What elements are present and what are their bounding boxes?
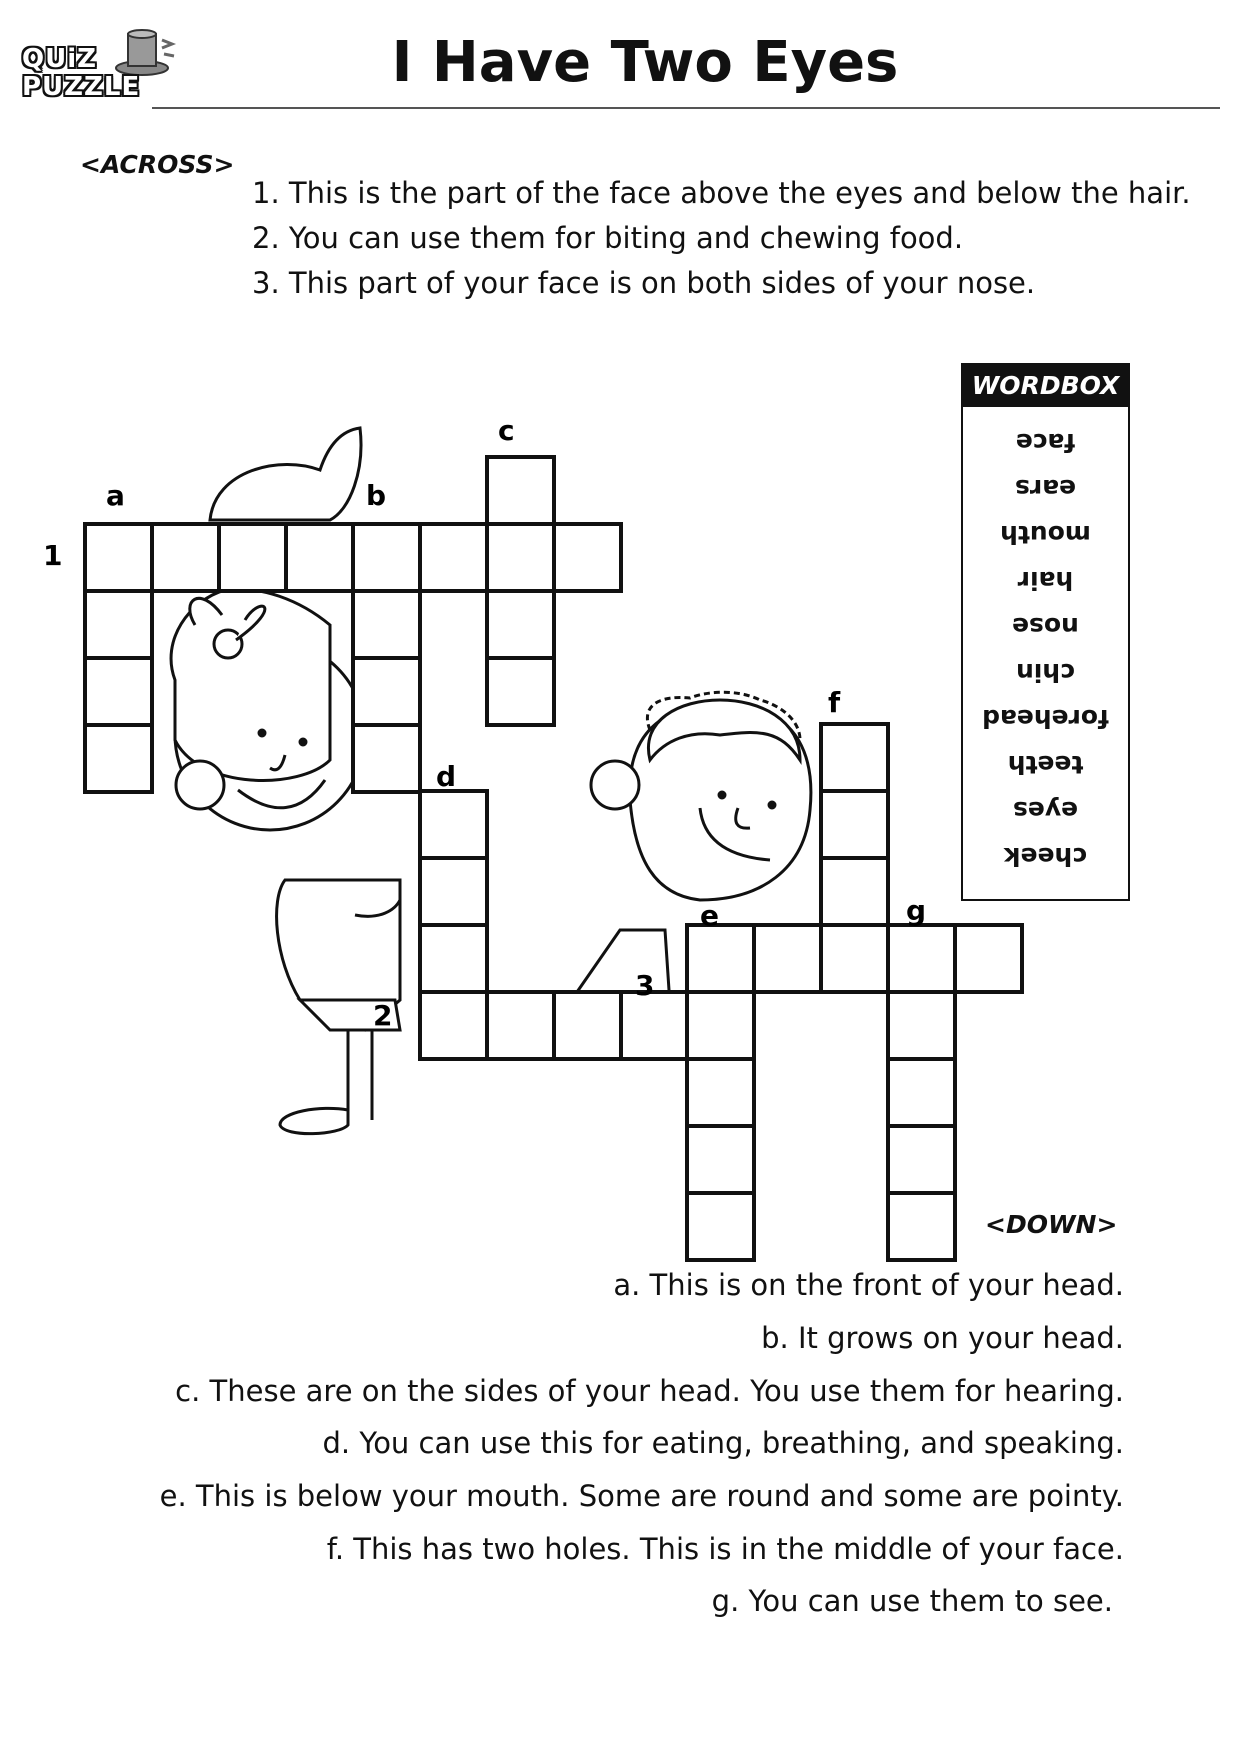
crossword-cell[interactable] — [487, 524, 554, 591]
crossword-cell[interactable] — [888, 1126, 955, 1193]
logo-word-puzzle: PUZZLE — [22, 72, 141, 102]
crossword-cell[interactable] — [487, 658, 554, 725]
crossword-cell[interactable] — [420, 925, 487, 992]
crossword-cell[interactable] — [888, 1193, 955, 1260]
down-clue-d: d. You can use this for eating, breathing, and speaking. — [322, 1426, 1124, 1460]
crossword-cell[interactable] — [554, 992, 621, 1059]
crossword-cell[interactable] — [888, 925, 955, 992]
crossword-cell[interactable] — [821, 925, 888, 992]
wordbox-word: mouth — [1000, 520, 1091, 549]
crossword-cell[interactable] — [420, 858, 487, 925]
wordbox — [961, 363, 1130, 901]
wordbox-word: teeth — [1007, 750, 1084, 779]
crossword-cell[interactable] — [487, 457, 554, 524]
wordbox-word: hair — [1017, 566, 1074, 595]
crossword-cell[interactable] — [353, 725, 420, 792]
crossword-cell[interactable] — [687, 1059, 754, 1126]
down-letter-b: b — [366, 479, 387, 512]
down-letter-e: e — [700, 899, 719, 932]
wordbox-word: forehead — [982, 704, 1109, 733]
across-clue-2: 2. You can use them for biting and chewing food. — [252, 221, 964, 255]
wordbox-word: chin — [1016, 658, 1075, 687]
crossword-cell[interactable] — [687, 925, 754, 992]
across-clue-1: 1. This is the part of the face above the eyes and below the hair. — [252, 176, 1191, 210]
down-clue-b: b. It grows on your head. — [761, 1321, 1124, 1355]
crossword-cell[interactable] — [353, 658, 420, 725]
crossword-cell[interactable] — [353, 591, 420, 658]
across-heading: <ACROSS> — [80, 150, 235, 179]
crossword-cell[interactable] — [955, 925, 1022, 992]
page-title: I Have Two Eyes — [391, 30, 899, 95]
down-clue-g: g. You can use them to see. — [711, 1584, 1113, 1618]
crossword-cell[interactable] — [85, 725, 152, 792]
crossword-grid — [85, 457, 1022, 1260]
wordbox-title: WORDBOX — [963, 365, 1128, 407]
crossword-cell[interactable] — [621, 992, 688, 1059]
crossword-cell[interactable] — [821, 791, 888, 858]
crossword-cell[interactable] — [420, 992, 487, 1059]
down-clue-e: e. This is below your mouth. Some are round and some are pointy. — [159, 1479, 1124, 1513]
across-number-2: 2 — [373, 999, 393, 1032]
crossword-cell[interactable] — [286, 524, 353, 591]
down-heading: <DOWN> — [985, 1210, 1118, 1239]
down-letter-a: a — [106, 479, 125, 512]
crossword-cell[interactable] — [487, 992, 554, 1059]
crossword-cell[interactable] — [85, 658, 152, 725]
crossword-cell[interactable] — [888, 992, 955, 1059]
crossword-cell[interactable] — [888, 1059, 955, 1126]
crossword-cell[interactable] — [85, 524, 152, 591]
wordbox-word: eyes — [1012, 796, 1079, 825]
wordbox-word: nose — [1012, 612, 1079, 641]
down-letter-c: c — [498, 414, 515, 447]
wordbox-word: ears — [1014, 474, 1077, 503]
wordbox-list — [963, 407, 1128, 879]
crossword-cell[interactable] — [420, 524, 487, 591]
crossword-cell[interactable] — [821, 858, 888, 925]
crossword-cell[interactable] — [219, 524, 286, 591]
down-clue-c: c. These are on the sides of your head. You use them for hearing. — [175, 1374, 1124, 1408]
crossword-cell[interactable] — [687, 992, 754, 1059]
logo-word-quiz: QUiZ — [22, 44, 97, 74]
crossword-cell[interactable] — [754, 925, 821, 992]
crossword-cell[interactable] — [353, 524, 420, 591]
crossword-cell[interactable] — [487, 591, 554, 658]
crossword-cell[interactable] — [687, 1126, 754, 1193]
crossword-cell[interactable] — [420, 791, 487, 858]
across-number-3: 3 — [635, 969, 655, 1002]
crossword-cell[interactable] — [554, 524, 621, 591]
down-letter-d: d — [436, 760, 457, 793]
down-letter-g: g — [906, 894, 927, 927]
crossword-cell[interactable] — [821, 724, 888, 791]
crossword-cell[interactable] — [85, 591, 152, 658]
across-clue-3: 3. This part of your face is on both sides of your nose. — [252, 266, 1036, 300]
crossword-cell[interactable] — [687, 1193, 754, 1260]
across-number-1: 1 — [43, 539, 63, 572]
down-letter-f: f — [828, 686, 841, 719]
down-clue-f: f. This has two holes. This is in the middle of your face. — [326, 1532, 1124, 1566]
wordbox-word: cheek — [1003, 842, 1088, 871]
wordbox-word: face — [1015, 428, 1076, 457]
down-clue-a: a. This is on the front of your head. — [613, 1268, 1124, 1302]
crossword-cell[interactable] — [152, 524, 219, 591]
